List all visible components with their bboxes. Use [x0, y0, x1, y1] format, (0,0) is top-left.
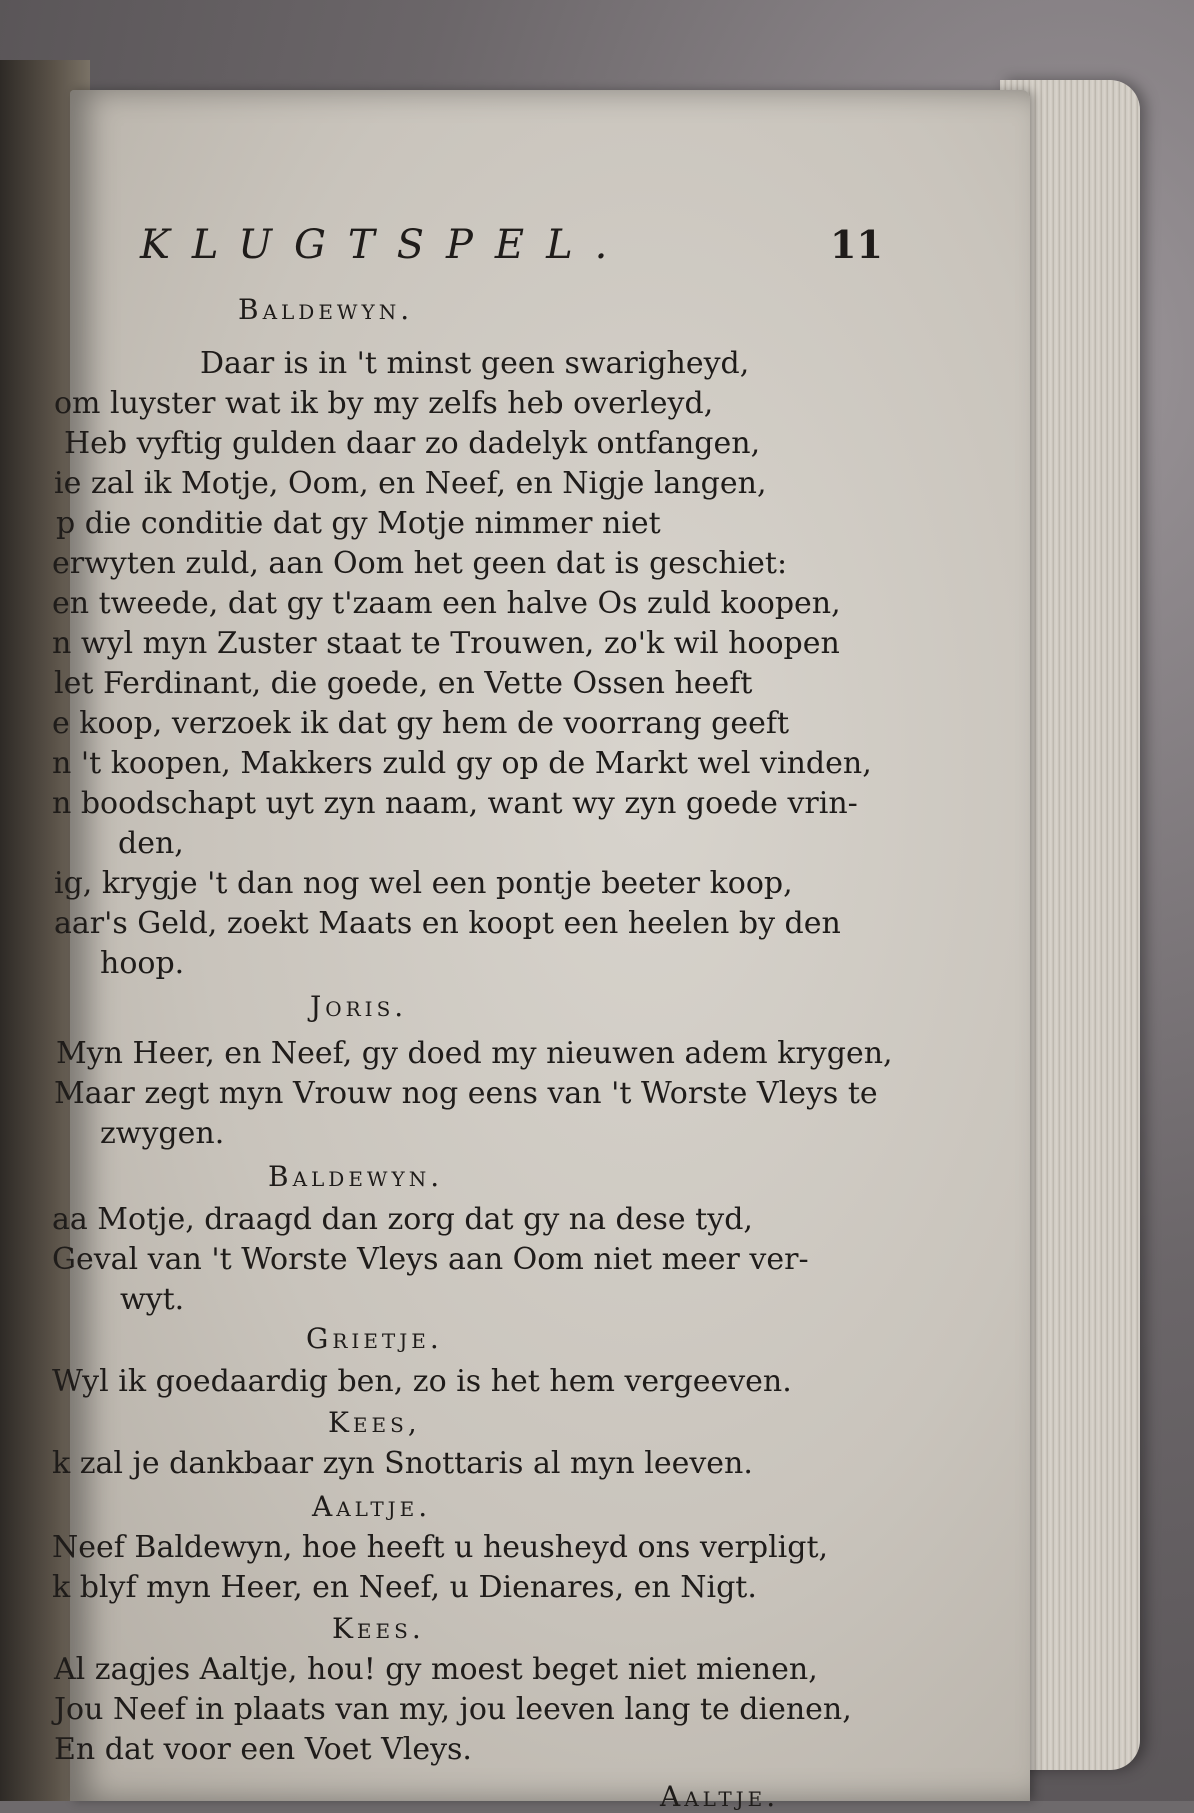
page-text [52, 90, 1030, 1813]
verse-line: k blyf myn Heer, en Neef, u Dienares, en Nigt. [52, 1570, 757, 1605]
verse-line: aar's Geld, zoekt Maats en koopt een heelen by den [54, 906, 841, 941]
verse-line: Heb vyftig gulden daar zo dadelyk ontfangen, [64, 426, 761, 461]
verse-line: en tweede, dat gy t'zaam een halve Os zuld koopen, [52, 586, 841, 621]
speaker-heading: Baldewyn. [238, 293, 414, 326]
running-title: KLUGTSPEL. [140, 222, 630, 268]
verse-line: zwygen. [100, 1116, 225, 1151]
verse-line: om luyster wat ik by my zelfs heb overleyd, [54, 386, 714, 421]
verse-line: Jou Neef in plaats van my, jou leeven lang te dienen, [54, 1692, 852, 1727]
verse-line: e koop, verzoek ik dat gy hem de voorrang geeft [52, 706, 790, 741]
verse-line: Daar is in 't minst geen swarigheyd, [200, 346, 750, 381]
verse-line: let Ferdinant, die goede, en Vette Ossen heeft [54, 666, 753, 701]
verse-line: wyt. [120, 1282, 185, 1317]
verse-line: Maar zegt myn Vrouw nog eens van 't Worste Vleys te [54, 1076, 878, 1111]
catchword: Aaltje. [660, 1780, 780, 1813]
verse-line: Geval van 't Worste Vleys aan Oom niet meer ver- [52, 1242, 809, 1277]
speaker-heading: Baldewyn. [268, 1160, 444, 1193]
book-page [52, 90, 1030, 1813]
verse-line: ig, krygje 't dan nog wel een pontje beeter koop, [54, 866, 793, 901]
verse-line: Neef Baldewyn, hoe heeft u heusheyd ons verpligt, [52, 1530, 829, 1565]
speaker-heading: Kees. [332, 1612, 425, 1645]
verse-line: ie zal ik Motje, Oom, en Neef, en Nigje langen, [54, 466, 767, 501]
verse-line: hoop. [100, 946, 185, 981]
speaker-heading: Grietje. [306, 1322, 443, 1355]
verse-line: aa Motje, draagd dan zorg dat gy na dese tyd, [52, 1202, 753, 1237]
page-number: 11 [830, 222, 883, 267]
speaker-heading: Kees, [328, 1406, 421, 1439]
verse-line: den, [118, 826, 184, 861]
verse-line: k zal je dankbaar zyn Snottaris al myn leeven. [52, 1446, 753, 1481]
verse-line: n boodschapt uyt zyn naam, want wy zyn goede vrin- [52, 786, 858, 821]
verse-line: Al zagjes Aaltje, hou! gy moest beget niet mienen, [54, 1652, 818, 1687]
verse-line: Myn Heer, en Neef, gy doed my nieuwen adem krygen, [56, 1036, 893, 1071]
verse-line: n 't koopen, Makkers zuld gy op de Markt wel vinden, [52, 746, 872, 781]
speaker-heading: Joris. [310, 990, 408, 1023]
verse-line: erwyten zuld, aan Oom het geen dat is geschiet: [52, 546, 788, 581]
verse-line: En dat voor een Voet Vleys. [54, 1732, 472, 1767]
verse-line: Wyl ik goedaardig ben, zo is het hem vergeeven. [52, 1364, 792, 1399]
speaker-heading: Aaltje. [312, 1490, 432, 1523]
verse-line: p die conditie dat gy Motje nimmer niet [56, 506, 661, 541]
verse-line: n wyl myn Zuster staat te Trouwen, zo'k wil hoopen [52, 626, 840, 661]
